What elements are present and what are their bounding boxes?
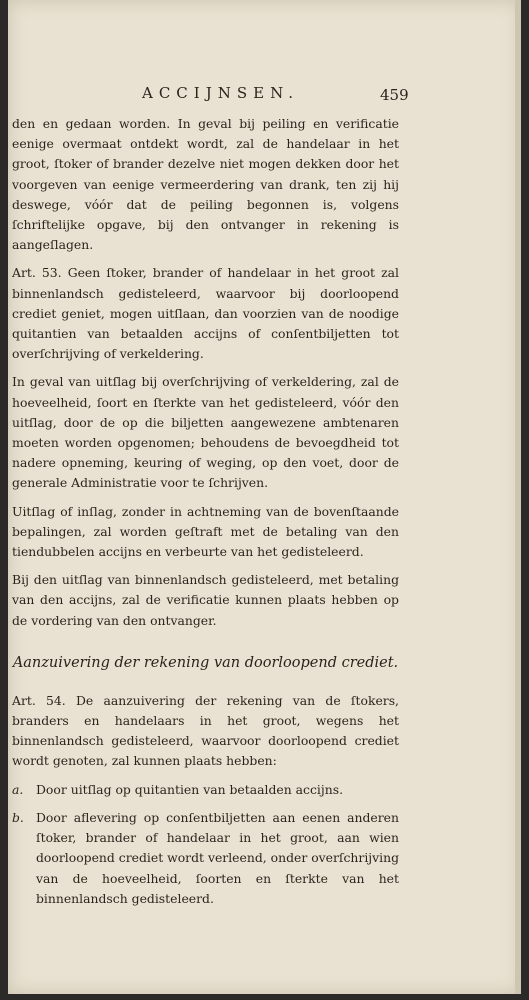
list-item-text: Door aflevering op conſentbiljetten aan eenen anderen ſtoker, brander of handelaar in het groot, aan wien doorloopend crediet wordt verleend, onder overſchrijving van de hoeveelheid, ſoorten en ſterkte van het binnenlandsch gedisteleerd. (36, 809, 400, 906)
paragraph-article-54: Art. 54. De aanzuivering der rekening van de ſtokers, branders en handelaars in het groot, wegens het binnenlandsch gedisteleerd, waarvoor doorloopend crediet wordt genoten, zal kunnen plaats hebben: (12, 692, 399, 769)
paragraph-article-53: Art. 53. Geen ſtoker, brander of handelaar in het groot zal binnenlandsch gedisteleerd, waarvoor bij doorloopend crediet geniet, mogen uitſlaan, dan voorzien van de noodige quitantien van betaalden accijns of conſentbiljetten tot overſchrijving of verkeldering. (12, 265, 399, 362)
paragraph-uitslag-overschrijving: In geval van uitſlag bij overſchrijving of verkeldering, zal de hoeveelheid, ſoort en ſterkte van het gedisteleerd, vóór den uitſlag, door de op die biljetten aangewezene ambtenaren moeten worden opgenomen; behoudens de bevoegdheid tot nadere opneming, keuring of weging, op den voet, door de generale Administratie voor te ſchrijven. (12, 374, 399, 491)
list-item-text: Door uitſlag op quitantien van betaalden accijns. (36, 781, 344, 797)
list-marker: a. (12, 781, 24, 797)
page-header (8, 84, 521, 108)
page-number: 459 (380, 86, 409, 104)
paragraph-uitslag-inslag: Uitſlag of inſlag, zonder in achtneming van de bovenſtaande bepalingen, zal worden geſtraft met de betaling van den tiendubbelen accijns en verbeurte van het gedisteleerd. (12, 503, 399, 560)
list-item (12, 780, 399, 800)
paragraph-continuation: den en gedaan worden. In geval bij peiling en verificatie eenige overmaat ontdekt wordt, zal de handelaar in het groot, ſtoker of brander dezelve niet mogen dekken door het voorgeven van eenige vermeerdering van drank, ten zij hij deswege, vóór dat de peiling begonnen is, volgens ſchriftelijke opgave, bij den ontvanger in rekening is aangeſlagen. (12, 116, 399, 253)
list-item (12, 808, 399, 909)
paragraph-verificatie: Bij den uitſlag van binnenlandsch gedisteleerd, met betaling van den accijns, zal de verificatie kunnen plaats hebben op de vordering van den ontvanger. (12, 572, 399, 628)
page-edge (515, 0, 521, 994)
section-heading: Aanzuivering der rekening van doorloopend crediet. (12, 654, 399, 671)
list-marker: b. (12, 809, 24, 825)
body-text (12, 114, 399, 909)
book-page (8, 0, 521, 994)
running-head: ACCIJNSEN. (142, 84, 300, 102)
